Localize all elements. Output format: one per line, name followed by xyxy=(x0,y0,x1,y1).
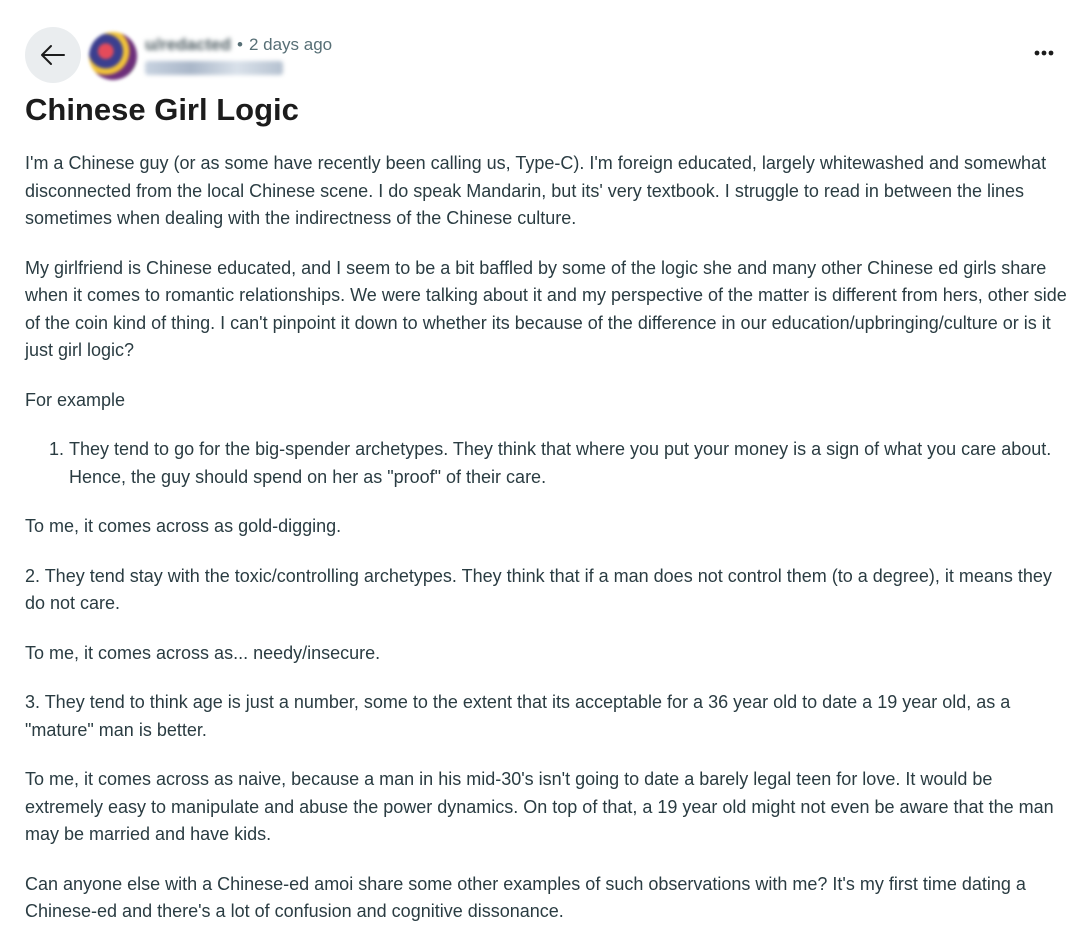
author-flair xyxy=(145,61,283,75)
meta-separator: • xyxy=(236,35,243,54)
author-name[interactable]: u/redacted xyxy=(145,35,231,54)
post-paragraph: I'm a Chinese guy (or as some have recently been calling us, Type-C). I'm foreign educated, largely whitewashed and somewhat disconnected from the local Chinese scene. I do speak Mandarin, but its' very textbook. I struggle to read in between the lines sometimes when dealing with the indirectness of the Chinese culture. xyxy=(25,153,1047,228)
post-header xyxy=(25,27,1062,83)
post-paragraph: 2. They tend stay with the toxic/controlling archetypes. They think that if a man does not control them (to a degree), it means they do not care. xyxy=(25,565,1052,613)
post-paragraph: My girlfriend is Chinese educated, and I seem to be a bit baffled by some of the logic she and many other Chinese ed girls share when it comes to romantic relationships. We were talking about it and my perspective of the matter is different from hers, other side of the coin kind of thing. I can't pinpoint it down to whether its because of the difference in our education/upbringing/culture or is it just girl logic? xyxy=(25,257,1067,360)
post-timestamp: 2 days ago xyxy=(248,35,333,54)
post-title: Chinese Girl Logic xyxy=(25,92,299,127)
author-meta xyxy=(145,35,332,75)
post-body xyxy=(25,150,1067,948)
ordered-list xyxy=(25,436,1067,491)
author-avatar[interactable] xyxy=(89,32,137,80)
post-paragraph: For example xyxy=(25,389,126,410)
post-paragraph: Can anyone else with a Chinese-ed amoi share some other examples of such observations with me? It's my first time dating a Chinese-ed and there's a lot of confusion and cognitive dissonance. xyxy=(25,873,1026,921)
back-button[interactable] xyxy=(25,27,81,83)
post-paragraph: To me, it comes across as... needy/insecure. xyxy=(25,642,381,663)
post-paragraph: To me, it comes across as naive, because a man in his mid-30's isn't going to date a barely legal teen for love. It would be extremely easy to manipulate and abuse the power dynamics. On top of that, a 19 year old might not even be aware that the man may be married and have kids. xyxy=(25,769,1054,844)
post-paragraph: To me, it comes across as gold-digging. xyxy=(25,516,342,536)
more-options-button[interactable] xyxy=(1026,35,1062,71)
list-item: 1. They tend to go for the big-spender archetypes. They think that where you put your money is a sign of what you care about. Hence, the guy should spend on her as "proof" of their care. xyxy=(69,436,1067,491)
ellipsis-icon xyxy=(1034,50,1054,56)
post-paragraph: 3. They tend to think age is just a number, some to the extent that its acceptable for a 36 year old to date a 19 year old, as a "mature" man is better. xyxy=(25,692,1011,740)
arrow-left-icon xyxy=(38,40,68,70)
